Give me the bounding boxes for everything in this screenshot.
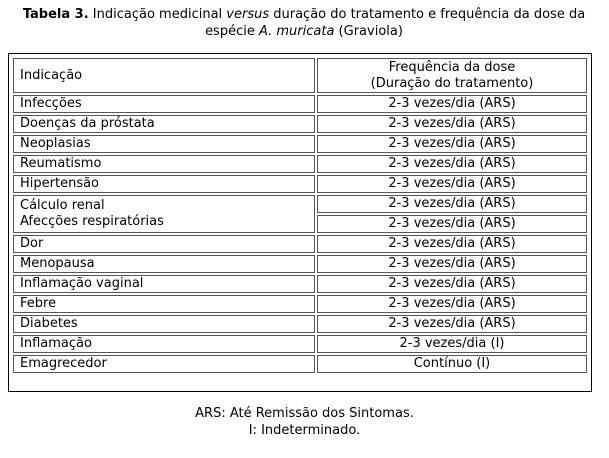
header-frequency [317,58,587,93]
frequency-cell: 2-3 vezes/dia (ARS) [317,115,587,133]
header-frequency-line2: (Duração do tratamento) [370,75,534,91]
table-row [13,175,587,193]
caption-label: Tabela 3. [22,7,89,22]
indication-table [11,56,589,375]
frequency-cell: 2-3 vezes/dia (ARS) [317,295,587,313]
table-row [13,315,587,333]
table-frame [8,53,592,392]
table-row [13,355,587,373]
frequency-cell: 2-3 vezes/dia (ARS) [317,155,587,173]
table-row [13,195,587,213]
caption-text-1: Indicação medicinal [88,7,227,22]
frequency-cell: 2-3 vezes/dia (ARS) [317,175,587,193]
table-row [13,335,587,353]
indication-cell: Hipertensão [13,175,315,193]
indication-cell: Reumatismo [13,155,315,173]
caption-text-3: (Graviola) [334,24,403,39]
table-row [13,135,587,153]
table-row [13,275,587,293]
caption-italic-species: A. muricata [258,24,335,39]
footnote-i: I: Indeterminado. [248,423,361,438]
table-header-row [13,58,587,93]
frequency-cell: 2-3 vezes/dia (ARS) [317,195,587,213]
table-row [13,295,587,313]
indication-cell: Inflamação [13,335,315,353]
indication-cell: Dor [13,235,315,253]
table-row [13,255,587,273]
indication-cell: Doenças da próstata [13,115,315,133]
header-indication: Indicação [13,58,315,93]
indication-cell: Inflamação vaginal [13,275,315,293]
frequency-cell: 2-3 vezes/dia (ARS) [317,95,587,113]
frequency-cell: 2-3 vezes/dia (ARS) [317,235,587,253]
frequency-cell: 2-3 vezes/dia (ARS) [317,215,587,233]
frequency-cell: 2-3 vezes/dia (ARS) [317,275,587,293]
indication-cell: Neoplasias [13,135,315,153]
indication-line: Cálculo renal [20,198,105,213]
caption-italic-versus: versus [226,7,270,22]
indication-cell: Diabetes [13,315,315,333]
table-row [13,115,587,133]
indication-cell: Infecções [13,95,315,113]
indication-cell: Febre [13,295,315,313]
table-row [13,155,587,173]
table-footnotes [0,405,609,439]
indication-line: Afecções respiratórias [20,214,164,229]
table-caption [12,6,596,40]
indication-cell-merged [13,195,315,233]
header-frequency-line1: Frequência da dose [388,59,516,75]
indication-cell: Emagrecedor [13,355,315,373]
frequency-cell: 2-3 vezes/dia (ARS) [317,315,587,333]
indication-cell: Menopausa [13,255,315,273]
table-row [13,235,587,253]
caption-text-2: duração do tratamento e frequência da dose da espécie [205,7,586,39]
frequency-cell: 2-3 vezes/dia (I) [317,335,587,353]
frequency-cell: Contínuo (I) [317,355,587,373]
table-row [13,95,587,113]
frequency-cell: 2-3 vezes/dia (ARS) [317,255,587,273]
footnote-ars: ARS: Até Remissão dos Sintomas. [195,406,414,421]
frequency-cell: 2-3 vezes/dia (ARS) [317,135,587,153]
